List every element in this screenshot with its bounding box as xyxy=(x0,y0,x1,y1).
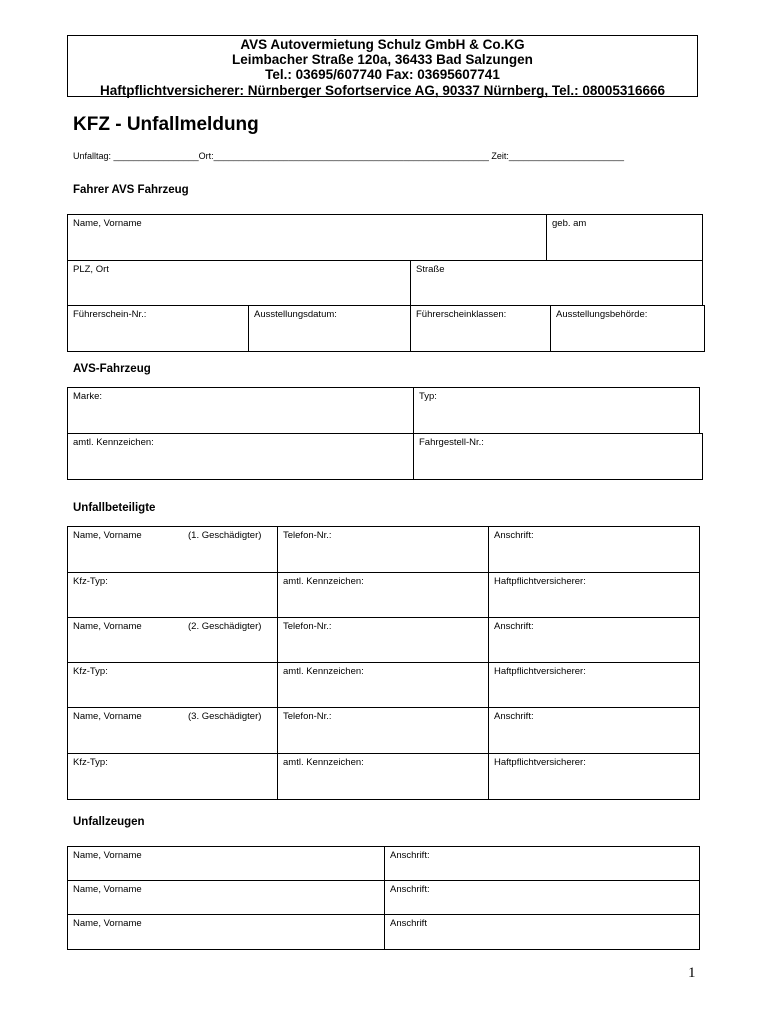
field-label: Name, Vorname xyxy=(73,530,142,541)
field-label: Haftpflichtversicherer: xyxy=(494,757,586,768)
field-label: Anschrift: xyxy=(494,530,534,541)
company-address: Leimbacher Straße 120a, 36433 Bad Salzungen xyxy=(232,52,533,68)
field-label: geb. am xyxy=(552,218,587,229)
field-label: Telefon-Nr.: xyxy=(283,711,332,722)
witness3-name-field[interactable] xyxy=(67,914,385,950)
field-label: Kfz-Typ: xyxy=(73,666,108,677)
license-issue-date-field[interactable] xyxy=(248,305,411,352)
field-label: Anschrift: xyxy=(494,711,534,722)
party1-car-type-field[interactable] xyxy=(67,572,278,618)
field-label: Name, Vorname xyxy=(73,218,142,229)
field-label: amtl. Kennzeichen: xyxy=(283,666,364,677)
vehicle-plate-field[interactable] xyxy=(67,433,414,480)
party3-name-field[interactable] xyxy=(67,707,278,754)
party2-plate-field[interactable] xyxy=(277,662,489,708)
field-label: amtl. Kennzeichen: xyxy=(283,576,364,587)
field-label: Name, Vorname xyxy=(73,621,142,632)
field-label: Haftpflichtversicherer: xyxy=(494,576,586,587)
witness2-name-field[interactable] xyxy=(67,880,385,915)
date-place-time-line[interactable]: Unfalltag: _________________Ort:_______________________________________________________ Zeit:_______________________ xyxy=(73,151,625,161)
section-witnesses: Unfallzeugen xyxy=(73,816,145,828)
party1-name-field[interactable] xyxy=(67,526,278,573)
section-vehicle: AVS-Fahrzeug xyxy=(73,363,151,375)
party3-plate-field[interactable] xyxy=(277,753,489,800)
field-label: Anschrift xyxy=(390,918,427,929)
driver-name-field[interactable] xyxy=(67,214,547,261)
field-label: Typ: xyxy=(419,391,437,402)
party1-phone-field[interactable] xyxy=(277,526,489,573)
party3-address-field[interactable] xyxy=(488,707,700,754)
field-label: Telefon-Nr.: xyxy=(283,621,332,632)
company-header xyxy=(67,35,698,97)
field-label: Name, Vorname xyxy=(73,884,142,895)
company-name: AVS Autovermietung Schulz GmbH & Co.KG xyxy=(240,37,525,52)
party2-insurer-field[interactable] xyxy=(488,662,700,708)
party1-plate-field[interactable] xyxy=(277,572,489,618)
field-label: Haftpflichtversicherer: xyxy=(494,666,586,677)
license-number-field[interactable] xyxy=(67,305,249,352)
field-label: Straße xyxy=(416,264,445,275)
party3-insurer-field[interactable] xyxy=(488,753,700,800)
field-label: Anschrift: xyxy=(494,621,534,632)
page-title: KFZ - Unfallmeldung xyxy=(73,114,259,135)
field-label: PLZ, Ort xyxy=(73,264,109,275)
field-label: Anschrift: xyxy=(390,884,430,895)
driver-plz-city-field[interactable] xyxy=(67,260,411,306)
field-label: Führerschein-Nr.: xyxy=(73,309,147,320)
party-tag: (1. Geschädigter) xyxy=(188,530,262,541)
field-label: Kfz-Typ: xyxy=(73,757,108,768)
company-insurer: Haftpflichtversicherer: Nürnberger Sofortservice AG, 90337 Nürnberg, Tel.: 08005316666 xyxy=(100,82,665,98)
witness2-address-field[interactable] xyxy=(384,880,700,915)
party3-car-type-field[interactable] xyxy=(67,753,278,800)
party-tag: (3. Geschädigter) xyxy=(188,711,262,722)
field-label: amtl. Kennzeichen: xyxy=(73,437,154,448)
witness3-address-field[interactable] xyxy=(384,914,700,950)
field-label: Führerscheinklassen: xyxy=(416,309,507,320)
party1-insurer-field[interactable] xyxy=(488,572,700,618)
party2-name-field[interactable] xyxy=(67,617,278,663)
vehicle-type-field[interactable] xyxy=(413,387,700,434)
witness1-address-field[interactable] xyxy=(384,846,700,881)
witness1-name-field[interactable] xyxy=(67,846,385,881)
company-phone-fax: Tel.: 03695/607740 Fax: 03695607741 xyxy=(265,67,500,83)
section-driver: Fahrer AVS Fahrzeug xyxy=(73,184,189,196)
field-label: Ausstellungsdatum: xyxy=(254,309,337,320)
field-label: Telefon-Nr.: xyxy=(283,530,332,541)
vehicle-vin-field[interactable] xyxy=(413,433,703,480)
field-label: amtl. Kennzeichen: xyxy=(283,757,364,768)
driver-street-field[interactable] xyxy=(410,260,703,306)
field-label: Name, Vorname xyxy=(73,918,142,929)
license-authority-field[interactable] xyxy=(550,305,705,352)
section-parties: Unfallbeteiligte xyxy=(73,502,156,514)
field-label: Fahrgestell-Nr.: xyxy=(419,437,484,448)
field-label: Marke: xyxy=(73,391,103,402)
party3-phone-field[interactable] xyxy=(277,707,489,754)
field-label: Anschrift: xyxy=(390,850,430,861)
driver-birthdate-field[interactable] xyxy=(546,214,703,261)
party2-address-field[interactable] xyxy=(488,617,700,663)
party2-car-type-field[interactable] xyxy=(67,662,278,708)
page-number: 1 xyxy=(688,965,696,981)
party-tag: (2. Geschädigter) xyxy=(188,621,262,632)
field-label: Name, Vorname xyxy=(73,711,142,722)
field-label: Ausstellungsbehörde: xyxy=(556,309,648,320)
party2-phone-field[interactable] xyxy=(277,617,489,663)
vehicle-brand-field[interactable] xyxy=(67,387,414,434)
field-label: Name, Vorname xyxy=(73,850,142,861)
field-label: Kfz-Typ: xyxy=(73,576,108,587)
party1-address-field[interactable] xyxy=(488,526,700,573)
license-classes-field[interactable] xyxy=(410,305,551,352)
